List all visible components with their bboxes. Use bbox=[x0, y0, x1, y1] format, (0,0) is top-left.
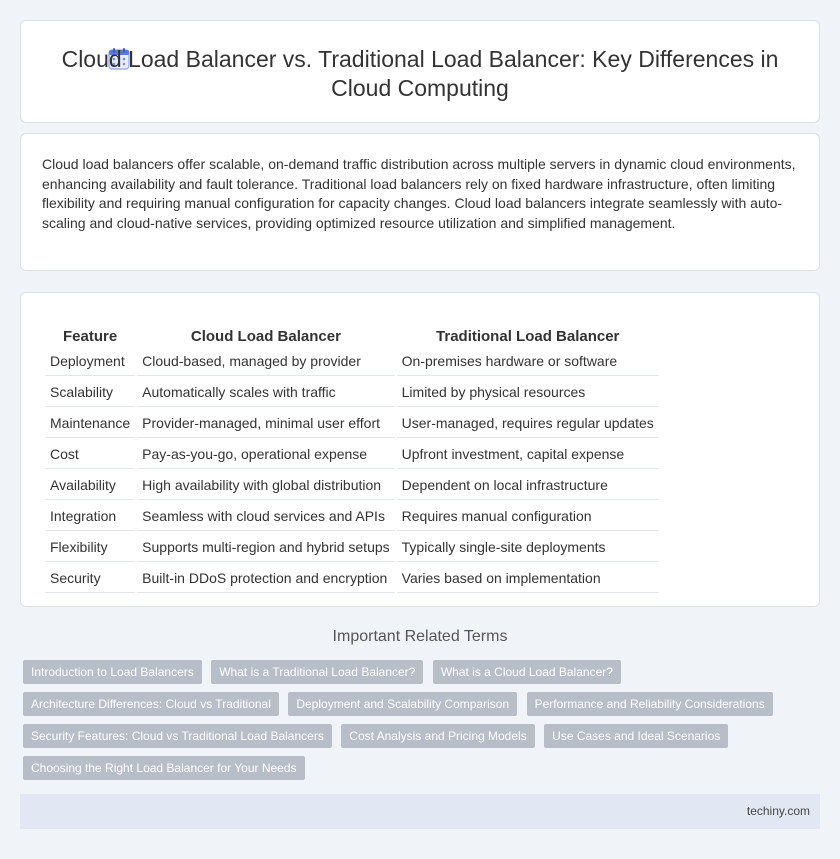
row-cloud: Provider-managed, minimal user effort bbox=[137, 409, 394, 438]
table-row bbox=[45, 409, 659, 438]
related-term-link[interactable]: Cost Analysis and Pricing Models bbox=[341, 724, 534, 748]
related-term-link[interactable]: Deployment and Scalability Comparison bbox=[288, 692, 517, 716]
title-card bbox=[20, 20, 820, 123]
table-header-row bbox=[45, 317, 659, 345]
table-row bbox=[45, 502, 659, 531]
row-cloud: Supports multi-region and hybrid setups bbox=[137, 533, 394, 562]
summary-text: Cloud load balancers offer scalable, on-demand traffic distribution across multiple servers in dynamic cloud environments, enhancing availability and fault tolerance. Traditional load balancers rely on fixed hardware infrastructure, often limiting flexibility and requiring manual configuration for capacity changes. Cloud load balancers integrate seamlessly with auto-scaling and cloud-native services, providing optimized resource utilization and simplified management. bbox=[42, 156, 796, 231]
related-term-link[interactable]: Introduction to Load Balancers bbox=[23, 660, 202, 684]
related-term-link[interactable]: Security Features: Cloud vs Traditional Load Balancers bbox=[23, 724, 332, 748]
row-feature: Availability bbox=[45, 471, 135, 500]
header-cloud: Cloud Load Balancer bbox=[190, 328, 341, 345]
row-traditional: Dependent on local infrastructure bbox=[397, 471, 659, 500]
table-row bbox=[45, 440, 659, 469]
header-traditional: Traditional Load Balancer bbox=[436, 328, 620, 345]
table-row bbox=[45, 347, 659, 376]
comparison-table bbox=[43, 315, 661, 595]
footer-site[interactable]: techiny.com bbox=[746, 804, 810, 818]
footer bbox=[20, 794, 820, 829]
related-term-link[interactable]: What is a Cloud Load Balancer? bbox=[433, 660, 621, 684]
row-cloud: Automatically scales with traffic bbox=[137, 378, 394, 407]
row-feature: Integration bbox=[45, 502, 135, 531]
row-feature: Security bbox=[45, 564, 135, 593]
table-row bbox=[45, 471, 659, 500]
row-cloud: Cloud-based, managed by provider bbox=[137, 347, 394, 376]
related-term-link[interactable]: Performance and Reliability Considerations bbox=[527, 692, 773, 716]
row-traditional: Limited by physical resources bbox=[397, 378, 659, 407]
row-traditional: On-premises hardware or software bbox=[397, 347, 659, 376]
row-cloud: High availability with global distribution bbox=[137, 471, 394, 500]
table-row bbox=[45, 564, 659, 593]
comparison-table-card bbox=[20, 292, 820, 607]
related-term-link[interactable]: Use Cases and Ideal Scenarios bbox=[544, 724, 728, 748]
row-traditional: Requires manual configuration bbox=[397, 502, 659, 531]
header-feature: Feature bbox=[62, 328, 118, 345]
table-row bbox=[45, 533, 659, 562]
row-traditional: Typically single-site deployments bbox=[397, 533, 659, 562]
related-terms-list bbox=[23, 660, 783, 788]
row-traditional: User-managed, requires regular updates bbox=[397, 409, 659, 438]
summary-card bbox=[20, 133, 820, 271]
row-cloud: Pay-as-you-go, operational expense bbox=[137, 440, 394, 469]
row-cloud: Seamless with cloud services and APIs bbox=[137, 502, 394, 531]
related-term-link[interactable]: What is a Traditional Load Balancer? bbox=[211, 660, 423, 684]
table-row bbox=[45, 378, 659, 407]
related-terms-title: Important Related Terms bbox=[332, 628, 508, 645]
page-title: Cloud Load Balancer vs. Traditional Load Balancer: Key Differences in Cloud Computing bbox=[61, 46, 779, 101]
row-feature: Deployment bbox=[45, 347, 135, 376]
row-traditional: Varies based on implementation bbox=[397, 564, 659, 593]
row-feature: Maintenance bbox=[45, 409, 135, 438]
row-feature: Scalability bbox=[45, 378, 135, 407]
related-term-link[interactable]: Architecture Differences: Cloud vs Traditional bbox=[23, 692, 279, 716]
related-term-link[interactable]: Choosing the Right Load Balancer for Your Needs bbox=[23, 756, 305, 780]
row-cloud: Built-in DDoS protection and encryption bbox=[137, 564, 394, 593]
row-feature: Flexibility bbox=[45, 533, 135, 562]
row-traditional: Upfront investment, capital expense bbox=[397, 440, 659, 469]
row-feature: Cost bbox=[45, 440, 135, 469]
